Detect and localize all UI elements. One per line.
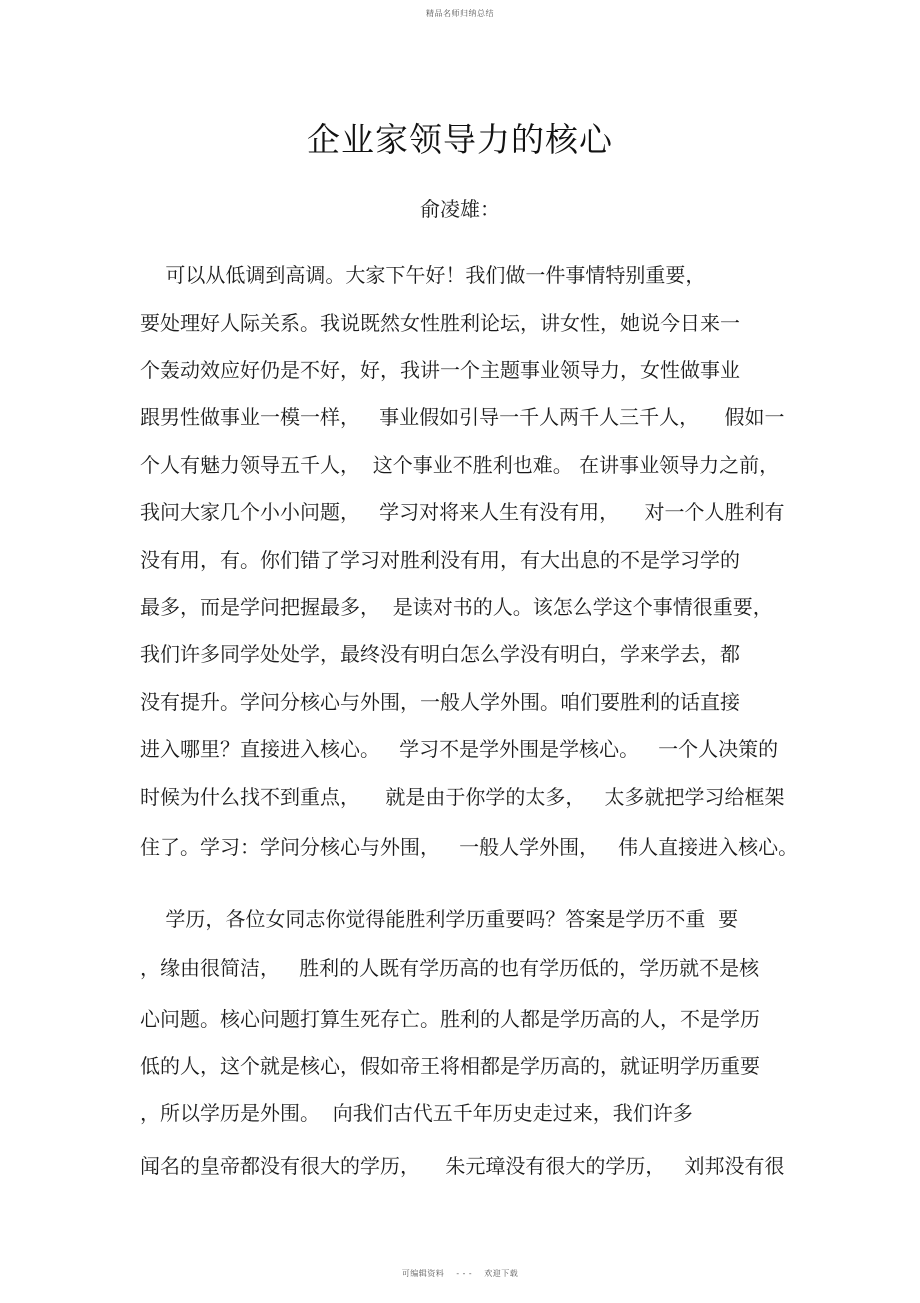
paragraph-1-line: 没有提升。学问分核心与外围，一般人学外围。咱们要胜利的话直接 (140, 690, 740, 714)
paragraph-1-line: 个人有魅力领导五千人， 这个事业不胜利也难。 在讲事业领导力之前， (140, 453, 780, 477)
paragraph-2-line: 学历，各位女同志你觉得能胜利学历重要吗？答案是学历不重 要 (140, 907, 739, 931)
paragraph-1-line: 可以从低调到高调。大家下午好！我们做一件事情特别重要， (140, 263, 706, 287)
paragraph-1-line: 我问大家几个小小问题， 学习对将来人生有没有用， 对一个人胜利有 (140, 500, 785, 524)
paragraph-1-line: 进入哪里？直接进入核心。 学习不是学外围是学核心。 一个人决策的 (140, 737, 779, 761)
footer-note: 可编辑资料 - - - 欢迎下载 (401, 1269, 519, 1278)
paragraph-2-line: 心问题。核心问题打算生死存亡。胜利的人都是学历高的人，不是学历 (140, 1007, 760, 1031)
paragraph-2-line: ，缘由很简洁， 胜利的人既有学历高的也有学历低的，学历就不是核 (140, 956, 760, 980)
paragraph-2-line: ，所以学历是外围。 向我们古代五千年历史走过来，我们许多 (140, 1101, 693, 1125)
header-note: 精品名师归纳总结 (426, 9, 494, 18)
paragraph-1-line: 跟男性做事业一模一样， 事业假如引导一千人两千人三千人， 假如一 (140, 405, 785, 429)
paragraph-1-line: 我们许多同学处处学，最终没有明白怎么学没有明白，学来学去，都 (140, 642, 740, 666)
paragraph-1-line: 没有用，有。你们错了学习对胜利没有用，有大出息的不是学习学的 (140, 548, 740, 572)
paragraph-1-line: 住了。学习：学问分核心与外围， 一般人学外围， 伟人直接进入核心。 (140, 835, 799, 859)
author-name: 俞凌雄： (420, 197, 500, 221)
document-title: 企业家领导力的核心 (307, 120, 613, 159)
paragraph-2-line: 闻名的皇帝都没有很大的学历， 朱元璋没有很大的学历， 刘邦没有很 (140, 1154, 785, 1178)
paragraph-1-line: 最多，而是学问把握最多， 是读对书的人。该怎么学这个事情很重要， (140, 595, 773, 619)
paragraph-1-line: 要处理好人际关系。我说既然女性胜利论坛，讲女性，她说今日来一 (140, 311, 740, 335)
paragraph-2-line: 低的人，这个就是核心，假如帝王将相都是学历高的，就证明学历重要 (140, 1054, 760, 1078)
paragraph-1-line: 时候为什么找不到重点， 就是由于你学的太多， 太多就把学习给框架 (140, 785, 785, 809)
paragraph-1-line: 个轰动效应好仍是不好，好，我讲一个主题事业领导力，女性做事业 (140, 358, 740, 382)
